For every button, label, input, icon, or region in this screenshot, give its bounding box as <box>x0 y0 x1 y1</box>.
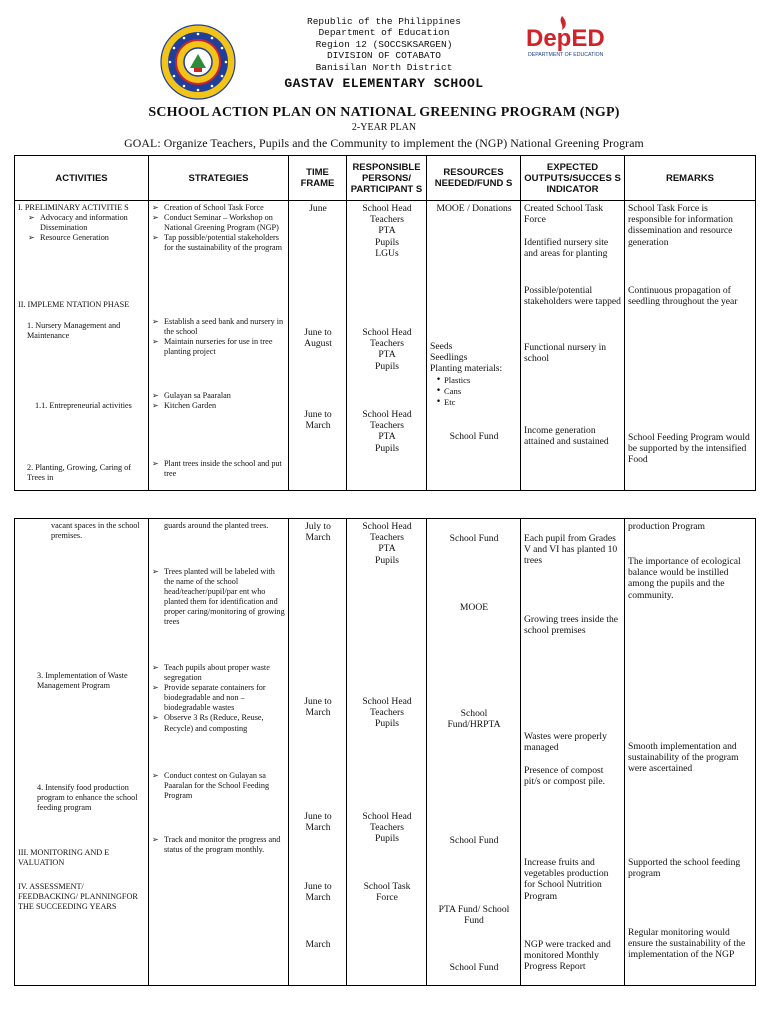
col-header-strategies: STRATEGIES <box>149 156 289 201</box>
activity-monitoring: III. MONITORING AND E VALUATION <box>18 848 110 868</box>
remark-propagation: Continuous propagation of seedling throughout the year <box>628 285 738 308</box>
col-header-outputs: EXPECTED OUTPUTS/SUCCES S INDICATOR <box>521 156 625 201</box>
action-plan-table-1 <box>14 155 756 491</box>
responsible-3-1: Teachers <box>370 822 404 834</box>
activities-cell <box>15 201 149 491</box>
time-frame-3: June to March <box>304 811 332 834</box>
table-row <box>15 201 756 491</box>
document-title: SCHOOL ACTION PLAN ON NATIONAL GREENING PROGRAM (NGP) <box>148 105 620 120</box>
letterhead <box>0 16 768 91</box>
time-frame-4: June to March <box>304 881 332 904</box>
time-frame-1: July to March <box>305 521 331 544</box>
activity-vacant-spaces: vacant spaces in the school premises. <box>51 521 140 541</box>
activity-resource-generation: ➢ Resource Generation <box>28 233 144 243</box>
responsible-1-0: School Head <box>362 203 412 214</box>
remark-ecological-balance: The importance of ecological balance would be instilled among the pupils and the community. <box>628 556 741 601</box>
output-planted-trees: Each pupil from Grades V and VI has planted 10 trees <box>524 533 618 567</box>
time-frame-cell <box>289 201 347 491</box>
outputs-cell <box>521 201 625 491</box>
responsible-1-2: PTA <box>378 225 396 237</box>
responsible-2-1: Teachers <box>370 707 404 719</box>
strategy-seed-bank: ➢ Establish a seed bank and nursery in the school <box>152 317 286 337</box>
responsible-2-1: Teachers <box>370 338 404 350</box>
time-frame-cell <box>289 519 347 986</box>
resource-school-fund-2: School Fund <box>449 835 499 846</box>
activity-assessment: IV. ASSESSMENT/ FEEDBACKING/ PLANNINGFOR THE SUCCEEDING YEARS <box>18 882 138 912</box>
output-compost: Presence of compost pit/s or compost pile. <box>524 765 606 788</box>
resource-cans: • Cans <box>434 386 518 397</box>
responsible-2-3: Pupils <box>375 360 399 372</box>
output-ngp-tracked: NGP were tracked and monitored Monthly Progress Report <box>524 939 611 973</box>
republic-line: Republic of the Philippines <box>307 16 461 27</box>
col-header-remarks: REMARKS <box>625 156 756 201</box>
strategies-cell <box>149 519 289 986</box>
activity-implementation: II. IMPLEME NTATION PHASE <box>18 300 130 309</box>
col-header-resources: RESOURCES NEEDED/FUND S <box>427 156 521 201</box>
deped-logo-subtext: DEPARTMENT OF EDUCATION <box>528 52 604 58</box>
remarks-cell <box>625 519 756 986</box>
col-header-activities: ACTIVITIES <box>15 156 149 201</box>
time-frame-1: June <box>309 203 327 214</box>
resource-etc: • Etc <box>434 397 518 408</box>
division-line: DIVISION OF COTABATO <box>326 50 442 62</box>
resource-seedlings: Seedlings <box>430 352 468 364</box>
responsible-1-1: Teachers <box>370 214 404 226</box>
responsible-1-1: Teachers <box>370 532 404 544</box>
strategy-tree-guards: guards around the planted trees. <box>164 521 269 530</box>
time-frame-5: March <box>305 939 331 950</box>
responsible-2-2: PTA <box>378 349 396 361</box>
strategy-stakeholders: ➢ Tap possible/potential stakeholders for the sustainability of the program <box>152 233 286 253</box>
time-frame-3: June to March <box>304 409 332 432</box>
remarks-cell <box>625 201 756 491</box>
output-nursery-site: Identified nursery site and areas for planting <box>524 237 609 260</box>
responsible-2-0: School Head <box>362 696 412 707</box>
resource-school-fund-3: School Fund <box>449 962 499 973</box>
output-task-force: Created School Task Force <box>524 203 604 226</box>
activity-food-production: 4. Intensify food production program to enhance the school feeding program <box>37 783 138 813</box>
output-wastes-managed: Wastes were properly managed <box>524 731 607 754</box>
responsible-1-3: Pupils <box>375 554 399 566</box>
activity-waste-management: 3. Implementation of Waste Management Program <box>37 671 128 691</box>
strategy-separate-containers: ➢ Provide separate containers for biodegradable and non – biodegradable wastes <box>152 683 286 713</box>
activity-nursery: 1. Nursery Management and Maintenance <box>27 321 121 341</box>
resource-plastics: • Plastics <box>434 375 518 386</box>
activity-preliminary: I. PRELIMINARY ACTIVITIE S <box>18 203 129 212</box>
resource-school-fund-1: School Fund <box>449 533 499 544</box>
strategy-waste-segregation: ➢ Teach pupils about proper waste segregation <box>152 663 286 683</box>
strategy-gulayan: ➢ Gulayan sa Paaralan <box>152 391 286 401</box>
responsible-3-2: Pupils <box>375 833 399 845</box>
col-header-time-frame: TIME FRAME <box>289 156 347 201</box>
col-header-responsible: RESPONSIBLE PERSONS/ PARTICIPANT S <box>347 156 427 201</box>
responsible-3-3: Pupils <box>375 442 399 454</box>
output-growing-trees: Growing trees inside the school premises <box>524 614 619 637</box>
remark-feeding-program: School Feeding Program would be supported by the intensified Food <box>628 432 750 466</box>
action-plan-table-2 <box>14 518 756 986</box>
resources-cell <box>427 519 521 986</box>
responsible-1-2: PTA <box>378 543 396 555</box>
resource-school-fund: School Fund <box>449 431 499 442</box>
strategies-cell <box>149 201 289 491</box>
deped-logo-text: DepED <box>526 25 605 52</box>
remark-smooth-implementation: Smooth implementation and sustainability of the program were ascertained <box>628 741 739 775</box>
table-header-row <box>15 156 756 201</box>
activity-advocacy: ➢ Advocacy and information Dissemination <box>28 213 144 233</box>
resource-pta-fund: PTA Fund/ School Fund <box>438 904 510 927</box>
resource-planting-materials: Planting materials: <box>430 363 503 375</box>
strategy-maintain-nurseries: ➢ Maintain nurseries for use in tree planting project <box>152 337 286 357</box>
output-fruits-vegetables: Increase fruits and vegetables production for School Nutrition Program <box>524 857 609 902</box>
time-frame-2: June to March <box>304 696 332 719</box>
activity-planting: 2. Planting, Growing, Caring of Trees in <box>27 463 131 483</box>
resources-cell <box>427 201 521 491</box>
strategy-gulayan-contest: ➢ Conduct contest on Gulayan sa Paaralan for the School Feeding Program <box>152 771 286 801</box>
goal-statement: GOAL: Organize Teachers, Pupils and the Community to implement the (NGP) National Greening Program <box>124 136 644 150</box>
strategy-label-trees: ➢ Trees planted will be labeled with the name of the school head/teacher/pupil/par ent who planted them for identification and proper caring/monitoring of growing trees <box>152 567 286 628</box>
resource-mooe: MOOE <box>459 602 489 613</box>
strategy-plant-trees: ➢ Plant trees inside the school and put tree <box>152 459 286 479</box>
outputs-cell <box>521 519 625 986</box>
output-income-generation: Income generation attained and sustained <box>524 425 609 448</box>
activities-cell <box>15 519 149 986</box>
document-subtitle: 2-YEAR PLAN <box>351 122 417 133</box>
output-stakeholders: Possible/potential stakeholders were tapped <box>524 285 621 308</box>
department-line: Department of Education <box>318 27 450 39</box>
remark-regular-monitoring: Regular monitoring would ensure the sustainability of the implementation of the NGP <box>628 927 746 961</box>
remark-supported-feeding: Supported the school feeding program <box>628 857 741 880</box>
strategy-3rs: ➢ Observe 3 Rs (Reduce, Reuse, Recycle) and composting <box>152 713 286 733</box>
responsible-3-2: PTA <box>378 431 396 443</box>
responsible-3-1: Teachers <box>370 420 404 432</box>
output-functional-nursery: Functional nursery in school <box>524 342 607 365</box>
remark-task-force: School Task Force is responsible for information dissemination and resource generation <box>628 203 733 248</box>
responsible-cell <box>347 201 427 491</box>
table-row <box>15 519 756 986</box>
strategy-task-force: ➢ Creation of School Task Force <box>152 203 286 213</box>
resource-seeds: Seeds <box>430 341 453 352</box>
strategy-track-monitor: ➢ Track and monitor the progress and status of the program monthly. <box>152 835 286 855</box>
activity-entrepreneurial: 1.1. Entrepreneurial activities <box>35 401 132 410</box>
region-line: Region 12 (SOCCSKSARGEN) <box>315 38 453 50</box>
responsible-1-0: School Head <box>362 521 412 532</box>
responsible-2-0: School Head <box>362 327 412 338</box>
responsible-4-1: Force <box>376 892 398 904</box>
responsible-3-0: School Head <box>362 811 412 822</box>
responsible-2-2: Pupils <box>375 718 399 730</box>
responsible-4-0: School Task <box>363 881 411 892</box>
strategy-kitchen-garden: ➢ Kitchen Garden <box>152 401 286 411</box>
responsible-1-3: Pupils <box>375 236 399 248</box>
resource-mooe-donations: MOOE / Donations <box>436 203 512 214</box>
district-line: Banisilan North District <box>315 61 453 73</box>
resource-school-fund-hrpta: School Fund/HRPTA <box>447 708 501 731</box>
responsible-1-4: LGUs <box>375 247 399 259</box>
strategy-seminar: ➢ Conduct Seminar – Workshop on National Greening Program (NGP) <box>152 213 286 233</box>
school-name: GASTAV ELEMENTARY SCHOOL <box>284 76 484 92</box>
responsible-3-0: School Head <box>362 409 412 420</box>
time-frame-2: June to August <box>304 327 332 350</box>
responsible-cell <box>347 519 427 986</box>
remark-production-program: production Program <box>628 521 706 532</box>
